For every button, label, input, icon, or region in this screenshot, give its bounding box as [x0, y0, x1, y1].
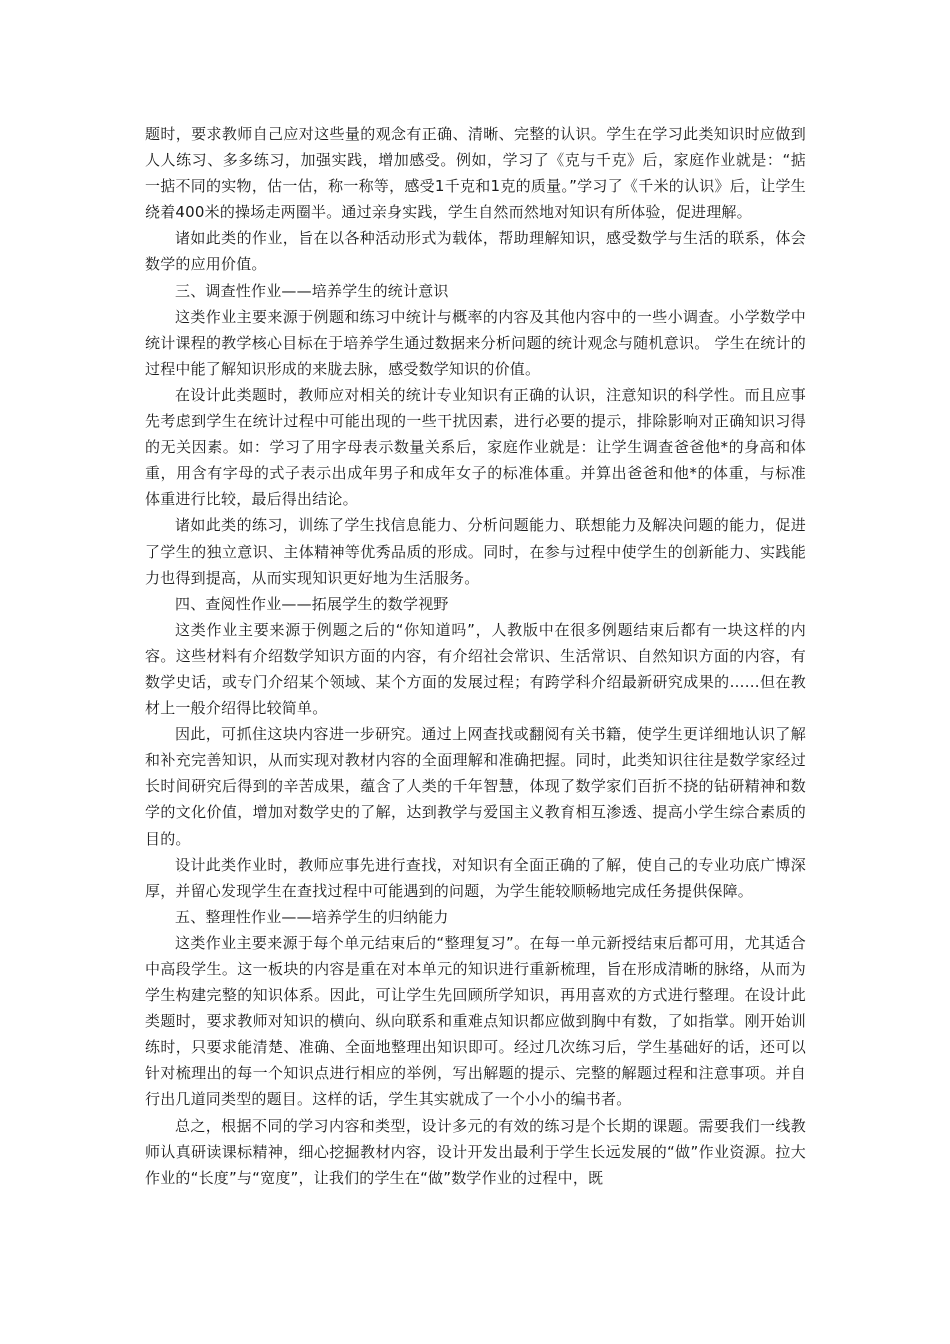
section-heading-3: 三、调查性作业——培养学生的统计意识 [175, 281, 449, 300]
paragraph: 诸如此类的作业，旨在以各种活动形式为载体，帮助理解知识，感受数学与生活的联系，体会数学的应用价值。 [145, 229, 806, 274]
paragraph: 这类作业主要来源于例题之后的“你知道吗”，人教版中在很多例题结束后都有一块这样的内容。这些材料有介绍数学知识方面的内容，有介绍社会常识、生活常识、自然知识方面的内容，有数学史话，或专门介绍某个领域、某个方面的发展过程；有跨学科介绍最新研究成果的……但在教材上一般介绍得比较简单。 [145, 620, 806, 718]
paragraph: 在设计此类题时，教师应对相关的统计专业知识有正确的认识，注意知识的科学性。而且应事先考虑到学生在统计过程中可能出现的一些干扰因素，进行必要的提示，排除影响对正确知识习得的无关因素。如：学习了用字母表示数量关系后，家庭作业就是：让学生调查爸爸他*的身高和体重，用含有字母的式子表示出成年男子和成年女子的标准体重。并算出爸爸和他*的体重，与标准体重进行比较，最后得出结论。 [145, 385, 806, 509]
paragraph: 设计此类作业时，教师应事先进行查找，对知识有全面正确的了解，使自己的专业功底广博深厚，并留心发现学生在查找过程中可能遇到的问题，为学生能较顺畅地完成任务提供保障。 [145, 855, 806, 900]
document-page [145, 121, 806, 1191]
paragraph: 这类作业主要来源于每个单元结束后的“整理复习”。在每一单元新授结束后都可用，尤其适合中高段学生。这一板块的内容是重在对本单元的知识进行重新梳理，旨在形成清晰的脉络，从而为学生构建完整的知识体系。因此，可让学生先回顾所学知识，再用喜欢的方式进行整理。在设计此类题时，要求教师对知识的横向、纵向联系和重难点知识都应做到胸中有数，了如指掌。刚开始训练时，只要求能清楚、准确、全面地整理出知识即可。经过几次练习后，学生基础好的话，还可以针对梳理出的每一个知识点进行相应的举例，写出解题的提示、完整的解题过程和注意事项。并自行出几道同类型的题目。这样的话，学生其实就成了一个小小的编书者。 [145, 933, 806, 1109]
section-heading-5: 五、整理性作业——培养学生的归纳能力 [175, 907, 449, 926]
paragraph: 这类作业主要来源于例题和练习中统计与概率的内容及其他内容中的一些小调查。小学数学中统计课程的教学核心目标在于培养学生通过数据来分析问题的统计观念与随机意识。 学生在统计的过程中能了解知识形成的来胧去脉，感受数学知识的价值。 [145, 307, 806, 378]
paragraph: 因此，可抓住这块内容进一步研究。通过上网查找或翻阅有关书籍，使学生更详细地认识了解和补充完善知识，从而实现对教材内容的全面理解和准确把握。同时，此类知识往往是数学家经过长时间研究后得到的辛苦成果，蕴含了人类的千年智慧，体现了数学家们百折不挠的钻研精神和数学的文化价值，增加对数学史的了解，达到教学与爱国主义教育相互渗透、提高小学生综合素质的目的。 [145, 725, 806, 848]
paragraph: 诸如此类的练习，训练了学生找信息能力、分析问题能力、联想能力及解决问题的能力，促进了学生的独立意识、主体精神等优秀品质的形成。同时，在参与过程中使学生的创新能力、实践能力也得到提高，从而实现知识更好地为生活服务。 [145, 516, 806, 587]
paragraph: 总之，根据不同的学习内容和类型，设计多元的有效的练习是个长期的课题。需要我们一线教师认真研读课标精神，细心挖掘教材内容，设计开发出最利于学生长远发展的“做”作业资源。拉大作业的“长度”与“宽度”，让我们的学生在“做”数学作业的过程中，既 [145, 1116, 806, 1187]
paragraph-continuation: 题时，要求教师自己应对这些量的观念有正确、清晰、完整的认识。学生在学习此类知识时应做到人人练习、多多练习，加强实践，增加感受。例如，学习了《克与千克》后，家庭作业就是：“掂一掂不同的实物，估一估，称一称等，感受1千克和1克的质量。”学习了《千米的认识》后，让学生绕着400米的操场走两圈半。通过亲身实践，学生自然而然地对知识有所体验，促进理解。 [145, 125, 806, 222]
section-heading-4: 四、查阅性作业——拓展学生的数学视野 [175, 594, 449, 613]
